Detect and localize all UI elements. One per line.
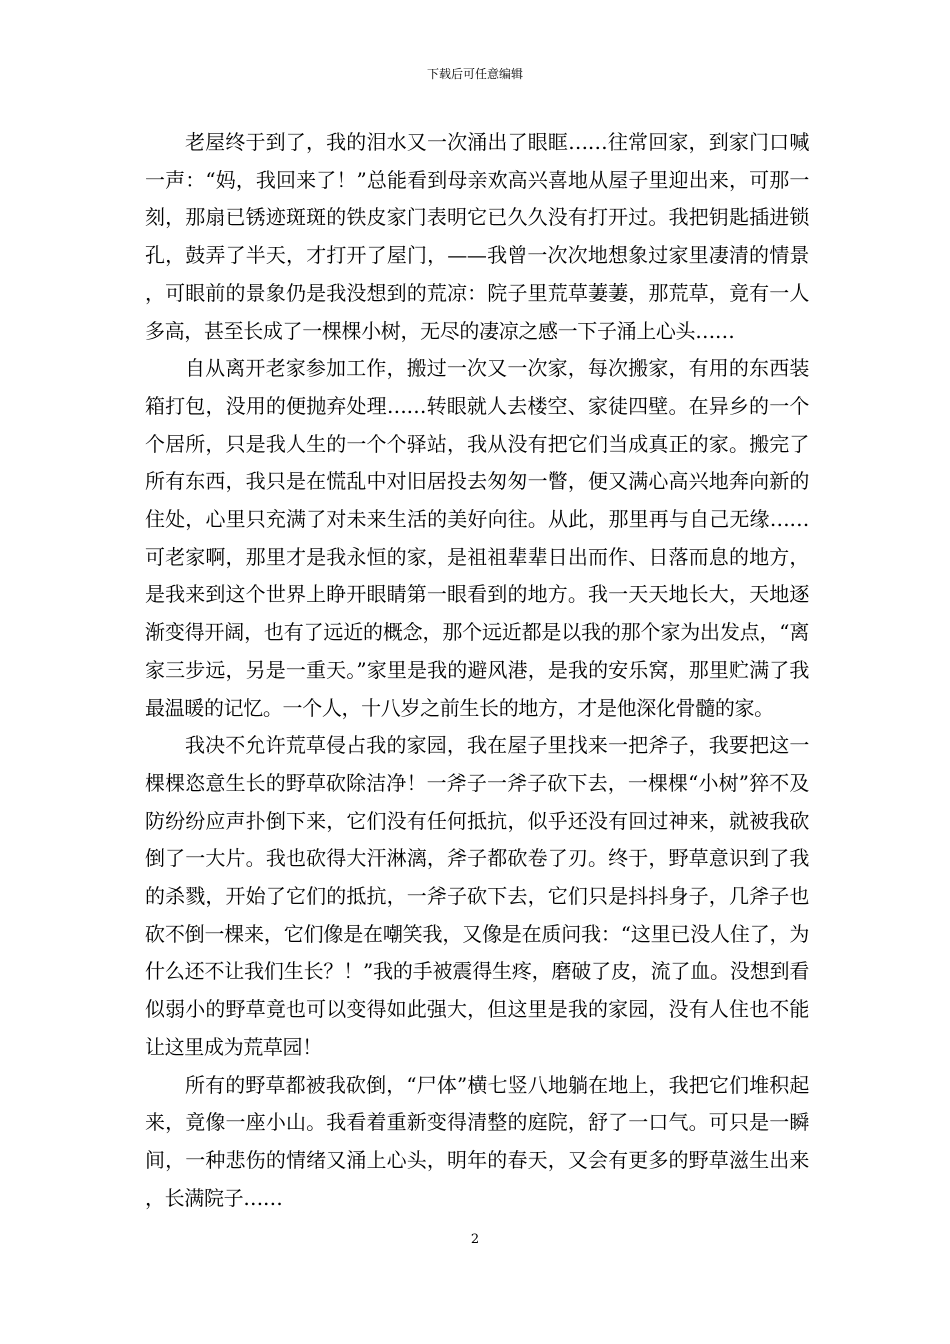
document-body [145,124,809,1217]
page-number: 2 [470,1232,480,1247]
paragraph-4: 所有的野草都被我砍倒，“尸体”横七竖八地躺在地上，我把它们堆积起来，竟像一座小山。我看着重新变得清整的庭院，舒了一口气。可只是一瞬间，一种悲伤的情绪又涌上心头，明年的春天，又会有更多的野草滋生出来，长满院子…… [145,1072,809,1210]
paragraph-1: 老屋终于到了，我的泪水又一次涌出了眼眶……往常回家，到家门口喊一声：“妈，我回来了！”总能看到母亲欢高兴喜地从屋子里迎出来，可那一刻，那扇已锈迹斑斑的铁皮家门表明它已久久没有打开过。我把钥匙插进锁孔，鼓弄了半天，才打开了屋门，——我曾一次次地想象过家里凄清的情景，可眼前的景象仍是我没想到的荒凉：院子里荒草萋萋，那荒草，竟有一人多高，甚至长成了一棵棵小树，无尽的凄凉之感一下子涌上心头…… [145,130,809,343]
paragraph-2: 自从离开老家参加工作，搬过一次又一次家，每次搬家，有用的东西装箱打包，没用的便抛弃处理……转眼就人去楼空、家徒四壁。在异乡的一个个居所，只是我人生的一个个驿站，我从没有把它们当成真正的家。搬完了所有东西，我只是在慌乱中对旧居投去匆匆一瞥，便又满心高兴地奔向新的住处，心里只充满了对未来生活的美好向往。从此，那里再与自己无缘……可老家啊，那里才是我永恒的家，是祖祖辈辈日出而作、日落而息的地方，是我来到这个世界上睁开眼睛第一眼看到的地方。我一天天地长大，天地逐渐变得开阔，也有了远近的概念，那个远近都是以我的那个家为出发点，“离家三步远，另是一重天。”家里是我的避风港，是我的安乐窝，那里贮满了我最温暖的记忆。一个人，十八岁之前生长的地方，才是他深化骨髓的家。 [145,356,809,720]
paragraph-3: 我决不允许荒草侵占我的家园，我在屋子里找来一把斧子，我要把这一棵棵恣意生长的野草砍除洁净！一斧子一斧子砍下去，一棵棵“小树”猝不及防纷纷应声扑倒下来，它们没有任何抵抗，似乎还没有回过神来，就被我砍倒了一大片。我也砍得大汗淋漓，斧子都砍卷了刃。终于，野草意识到了我的杀戮，开始了它们的抵抗，一斧子砍下去，它们只是抖抖身子，几斧子也砍不倒一棵来，它们像是在嘲笑我，又像是在质问我：“这里已没人住了，为什么还不让我们生长？！”我的手被震得生疼，磨破了皮，流了血。没想到看似弱小的野草竟也可以变得如此强大，但这里是我的家园，没有人住也不能让这里成为荒草园！ [145,733,809,1059]
page-header: 下载后可任意编辑 [426,67,523,81]
